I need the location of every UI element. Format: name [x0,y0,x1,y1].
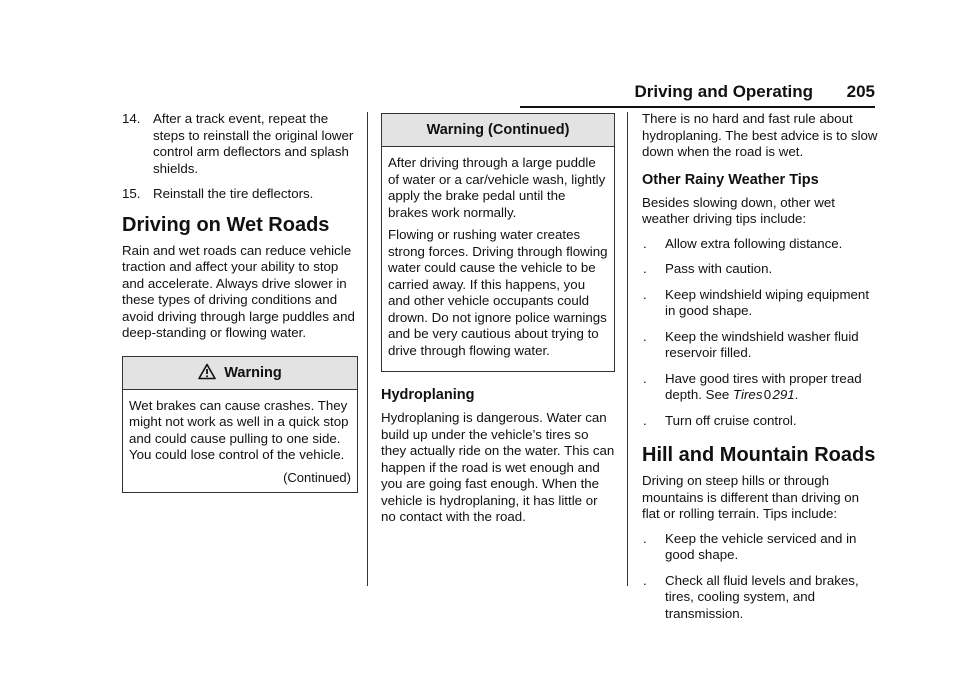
continued-label: (Continued) [283,469,351,485]
list-item: . Pass with caution. [643,261,773,276]
step-14 [122,111,358,177]
list-item: . Keep the vehicle serviced and in good shape. [643,530,857,562]
warning-title: Warning [224,364,282,381]
step-number: 14. [122,111,141,126]
list-item: . Check all fluid levels and brakes, tires, cooling system, and transmission. [643,572,859,621]
warning-continued-body [382,147,614,371]
list-item: . Keep windshield wiping equipment in good shape. [643,286,870,318]
page-header [520,82,875,106]
tires-cross-reference-link[interactable]: Tires [733,387,763,402]
page-number: 205 [846,82,875,101]
hydroplaning-advice: There is no hard and fast rule about hydroplaning. The best advice is to slow down when the road is wet. [642,111,878,159]
column-3 [642,111,878,631]
list-item: . Keep the windshield washer fluid reservoir filled. [643,328,859,360]
page-reference-icon: 0 [763,387,772,402]
wet-roads-paragraph: Rain and wet roads can reduce vehicle traction and affect your ability to stop and accelerate. Always drive slower in these types of driving conditions and avoid driving through large puddles and deep-standing or flowing water. [122,242,355,340]
heading-other-rainy-weather-tips: Other Rainy Weather Tips [642,171,819,188]
column-divider-2 [627,112,628,586]
column-2 [381,113,615,534]
warning-body [123,390,357,493]
heading-hydroplaning: Hydroplaning [381,387,475,403]
list-item-tires: . Have good tires with proper tread depth. See Tires0291. [643,370,862,402]
warning-header [123,357,357,390]
hydroplaning-paragraph: Hydroplaning is dangerous. Water can build up under the vehicle’s tires so they actually ride on the water. This can happen if the road is wet enough and you are going fast enough. When the vehicle is hydroplaning, it has little or no contact with the road. [381,410,615,524]
tires-page-link[interactable]: 291 [772,387,795,402]
step-number: 15. [122,186,141,201]
column-1 [122,111,358,493]
warning-triangle-icon [198,363,216,380]
heading-hill-and-mountain-roads: Hill and Mountain Roads [642,444,876,466]
hill-roads-paragraph: Driving on steep hills or through mountains is different than driving on flat or rolling terrain. Tips include: [642,473,860,521]
header-rule [520,106,875,108]
list-item: . Allow extra following distance. [643,235,843,251]
rainy-tips-intro: Besides slowing down, other wet weather driving tips include: [642,194,835,226]
warning-box [122,356,358,494]
section-title: Driving and Operating [634,82,813,101]
list-item: . Turn off cruise control. [643,412,797,428]
warning-continued-para-1: After driving through a large puddle of water or a car/vehicle wash, lightly apply the brake pedal until the brakes work normally. [388,155,606,220]
step-15 [122,186,358,203]
warning-continued-header: Warning (Continued) [382,114,614,147]
warning-continued-box [381,113,615,372]
column-divider-1 [367,112,368,586]
heading-driving-on-wet-roads: Driving on Wet Roads [122,213,330,236]
warning-text: Wet brakes can cause crashes. They might not work as well in a quick stop and could cause pulling to one side. You could lose control of the vehicle. [129,397,349,462]
warning-continued-para-2: Flowing or rushing water creates strong forces. Driving through flowing water could cause the vehicle to be carried away. If this happens, you and other vehicle occupants could drown. Do not ignore police warnings and be very cautious about trying to drive through flowing water. [388,227,608,358]
step-text: After a track event, repeat the steps to reinstall the original lower control arm deflectors and splash shields. [153,111,354,176]
step-text: Reinstall the tire deflectors. [153,186,314,201]
